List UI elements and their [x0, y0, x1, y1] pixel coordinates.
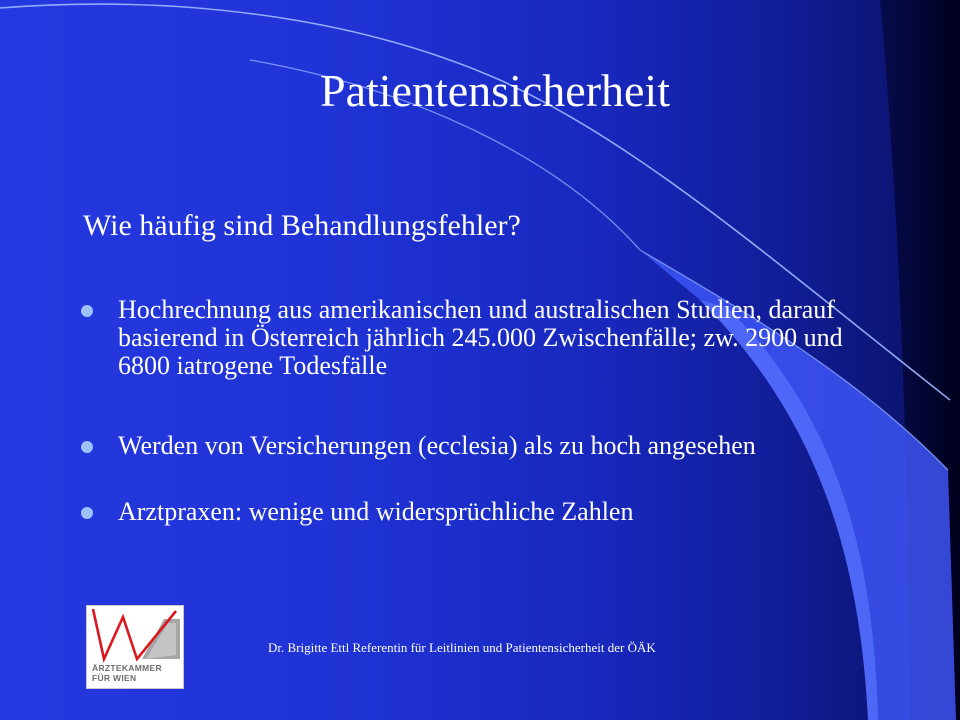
bullet-item	[80, 498, 860, 526]
bullet-text: Arztpraxen: wenige und widersprüchliche Zahlen	[118, 497, 634, 526]
slide-title: Patientensicherheit	[320, 65, 670, 116]
aerztekammer-logo	[86, 605, 184, 689]
bullet-item	[80, 432, 860, 460]
bullet-item	[80, 296, 860, 380]
slide-footer: Dr. Brigitte Ettl Referentin für Leitlinien und Patientensicherheit der ÖÄK	[268, 640, 656, 655]
bullet-dot-icon	[81, 507, 93, 519]
bullet-list	[80, 296, 860, 526]
bullet-text: Hochrechnung aus amerikanischen und australischen Studien, darauf basierend in Österreich jährlich 245.000 Zwischenfälle; zw. 2900 und 6800 iatrogene Todesfälle	[118, 295, 843, 380]
logo-mark-icon	[90, 609, 180, 663]
bullet-dot-icon	[81, 305, 93, 317]
logo-line-1: ÄRZTEKAMMER	[92, 663, 162, 673]
logo-line-2: FÜR WIEN	[92, 673, 137, 683]
bullet-dot-icon	[81, 441, 93, 453]
bullet-text: Werden von Versicherungen (ecclesia) als zu hoch angesehen	[118, 431, 756, 460]
logo-text	[92, 663, 180, 683]
slide-subtitle: Wie häufig sind Behandlungsfehler?	[83, 209, 521, 242]
